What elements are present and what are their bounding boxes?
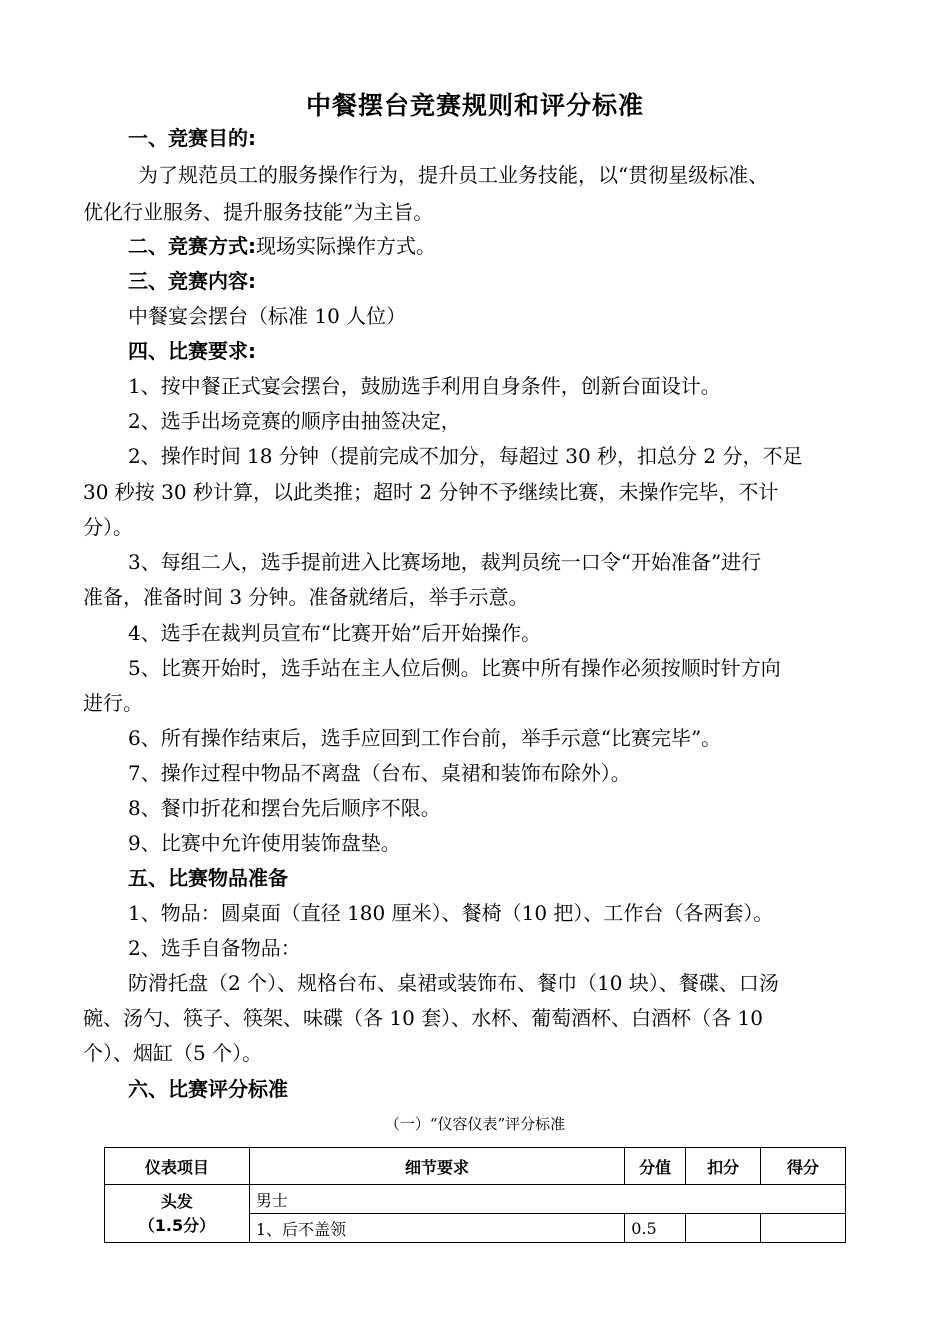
category-label: 头发 — [160, 1191, 193, 1211]
row-detail: 1、后不盖领 — [249, 1214, 624, 1243]
requirement-3-line-2: 30 秒按 30 秒计算，以此类推；超时 2 分钟不予继续比赛，未操作完毕，不计 — [83, 480, 779, 504]
table-caption: （一）“仪容仪表”评分标准 — [384, 1115, 566, 1133]
requirement-3-line-1: 2、操作时间 18 分钟（提前完成不加分，每超过 30 秒，扣总分 2 分，不足 — [128, 444, 803, 468]
section-5-heading: 五、比赛物品准备 — [128, 866, 288, 890]
section-2-heading: 二、竞赛方式: — [128, 234, 256, 258]
table-header-row — [105, 1148, 846, 1185]
table-row — [105, 1185, 846, 1214]
header-score: 得分 — [761, 1148, 846, 1185]
requirement-4-line-2: 准备，准备时间 3 分钟。准备就绪后，举手示意。 — [83, 585, 529, 609]
row-deduction — [686, 1214, 761, 1243]
requirement-6-line-1: 5、比赛开始时，选手站在主人位后侧。比赛中所有操作必须按顺时针方向 — [128, 656, 781, 680]
row-detail-men: 男士 — [249, 1185, 845, 1214]
category-score: （1.5分） — [138, 1215, 216, 1235]
header-detail: 细节要求 — [249, 1148, 624, 1185]
purpose-line-1: 为了规范员工的服务操作行为，提升员工业务技能，以“贯彻星级标准、 — [138, 163, 769, 187]
requirement-3-line-3: 分）。 — [83, 515, 133, 539]
requirement-10: 9、比赛中允许使用装饰盘垫。 — [128, 831, 401, 855]
document-title: 中餐摆台竞赛规则和评分标准 — [305, 91, 644, 120]
section-4-heading: 四、比赛要求: — [128, 339, 256, 363]
section-2 — [128, 234, 873, 258]
requirement-6-line-2: 进行。 — [83, 691, 143, 715]
requirement-9: 8、餐巾折花和摆台先后顺序不限。 — [128, 796, 441, 820]
row-score — [761, 1214, 846, 1243]
purpose-line-2: 优化行业服务、提升服务技能”为主旨。 — [83, 200, 434, 224]
section-6-heading: 六、比赛评分标准 — [128, 1077, 288, 1101]
requirement-7: 6、所有操作结束后，选手应回到工作台前，举手示意“比赛完毕”。 — [128, 726, 722, 750]
requirement-2: 2、选手出场竞赛的顺序由抽签决定， — [128, 409, 461, 433]
items-3-line-2: 碗、汤勺、筷子、筷架、味碟（各 10 套）、水杯、葡萄酒杯、白酒杯（各 10 — [83, 1006, 763, 1030]
requirement-1: 1、按中餐正式宴会摆台，鼓励选手利用自身条件，创新台面设计。 — [128, 374, 721, 398]
items-3-line-3: 个）、烟缸（5 个）。 — [83, 1041, 263, 1065]
category-hair — [105, 1185, 250, 1243]
requirement-5: 4、选手在裁判员宣布“比赛开始”后开始操作。 — [128, 621, 542, 645]
requirement-4-line-1: 3、每组二人，选手提前进入比赛场地，裁判员统一口令“开始准备”进行 — [128, 550, 762, 574]
items-1: 1、物品：圆桌面（直径 180 厘米）、餐椅（10 把）、工作台（各两套）。 — [128, 901, 774, 925]
appearance-score-table — [104, 1147, 846, 1243]
section-2-text: 现场实际操作方式。 — [256, 234, 436, 258]
requirement-8: 7、操作过程中物品不离盘（台布、桌裙和装饰布除外）。 — [128, 761, 631, 785]
header-value: 分值 — [625, 1148, 686, 1185]
items-3-line-1: 防滑托盘（2 个）、规格台布、桌裙或装饰布、餐巾（10 块）、餐碟、口汤 — [128, 971, 779, 995]
section-1-heading: 一、竞赛目的: — [128, 126, 256, 150]
items-2: 2、选手自备物品： — [128, 936, 301, 960]
section-3-heading: 三、竞赛内容: — [128, 269, 256, 293]
section-3-text: 中餐宴会摆台（标准 10 人位） — [128, 304, 407, 328]
header-deduction: 扣分 — [686, 1148, 761, 1185]
header-item: 仪表项目 — [105, 1148, 250, 1185]
row-value: 0.5 — [625, 1214, 686, 1243]
